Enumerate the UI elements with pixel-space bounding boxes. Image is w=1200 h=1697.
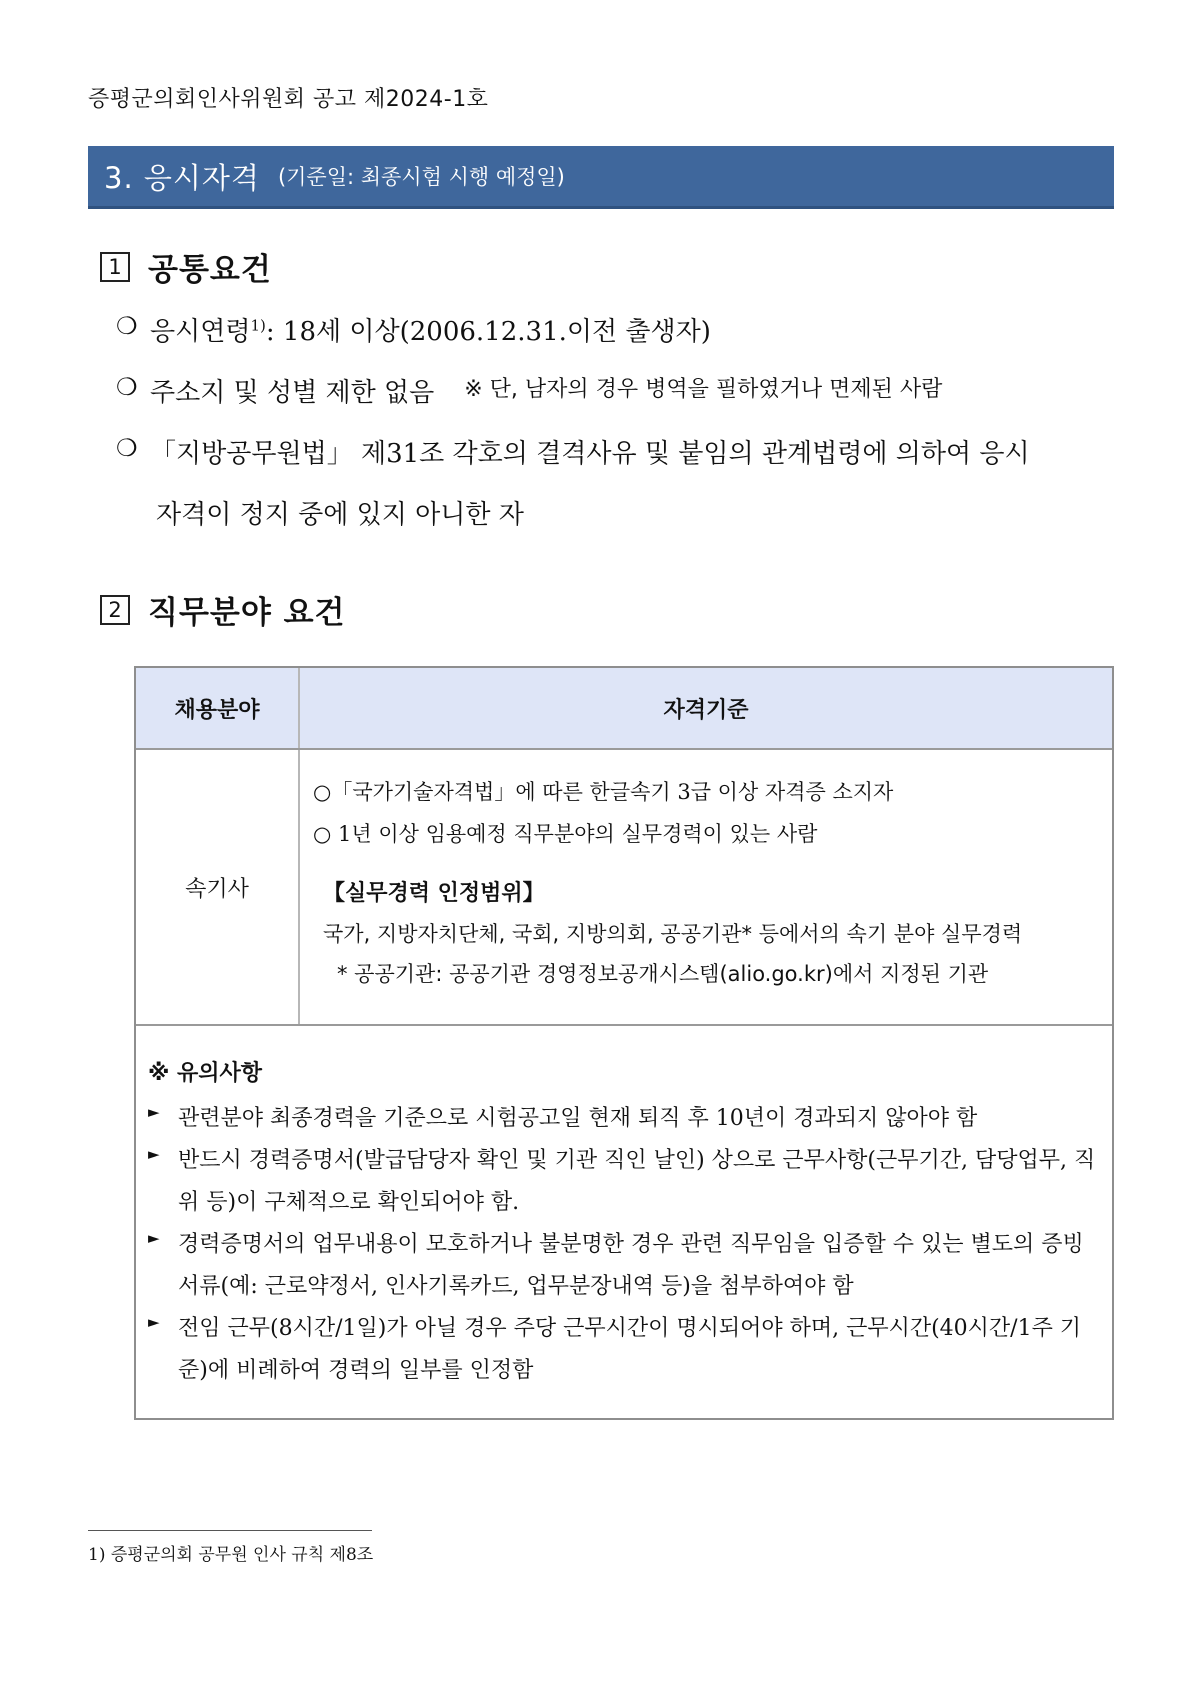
document-header: 증평군의회인사위원회 공고 제2024-1호 xyxy=(88,87,489,112)
job-requirements-heading xyxy=(100,587,345,632)
section-title: 3. 응시자격 xyxy=(104,160,260,195)
footnote: 1) 증평군의회 공무원 인사 규칙 제8조 xyxy=(88,1545,374,1565)
section-title-bar xyxy=(88,146,1114,209)
job-requirements-table xyxy=(134,666,1114,1420)
criterion-license: ○「국가기술자격법」에 따른 한글속기 3급 이상 자격증 소지자 xyxy=(313,780,894,804)
triangle-bullet-icon: ► xyxy=(148,1313,160,1331)
table-header-row xyxy=(136,668,1112,750)
triangle-bullet-icon: ► xyxy=(148,1103,160,1121)
criterion-experience: ○ 1년 이상 임용예정 직무분야의 실무경력이 있는 사람 xyxy=(313,822,818,846)
header-field: 채용분야 xyxy=(136,668,300,748)
number-box: 1 xyxy=(100,252,130,282)
circle-bullet-icon: ❍ xyxy=(116,312,138,340)
circle-bullet-icon: ❍ xyxy=(116,434,138,462)
requirement-age xyxy=(116,311,1116,348)
requirement-residence xyxy=(116,372,1116,409)
field-cell: 속기사 xyxy=(136,750,300,1024)
age-label: 응시연령 xyxy=(150,317,251,347)
common-requirements-title: 공통요건 xyxy=(148,252,272,288)
note-item: ► 경력증명서의 업무내용이 모호하거나 불분명한 경우 관련 직무임을 입증할 수 있는 별도의 증빙서류(예: 근로약정서, 인사기록카드, 업무분장내역 등)을 첨부하여야 함 xyxy=(148,1224,1112,1308)
note-item: ► 관련분야 최종경력을 기준으로 시험공고일 현재 퇴직 후 10년이 경과되지 않아야 함 xyxy=(148,1098,1112,1140)
note-item: ► 전임 근무(8시간/1일)가 아닐 경우 주당 근무시간이 명시되어야 하며, 근무시간(40시간/1주 기준)에 비례하여 경력의 일부를 인정함 xyxy=(148,1308,1112,1392)
notes-title: ※ 유의사항 xyxy=(148,1061,263,1086)
disqualification-continuation: 자격이 정지 중에 있지 아니한 자 xyxy=(156,500,524,530)
military-note: ※ 단, 남자의 경우 병역을 필하였거나 면제된 사람 xyxy=(464,377,943,402)
criteria-cell xyxy=(300,750,1112,1024)
common-requirements-heading xyxy=(100,244,272,289)
number-box: 2 xyxy=(100,595,130,625)
job-requirements-title: 직무분야 요건 xyxy=(148,595,346,631)
experience-range-text: 국가, 지방자치단체, 국회, 지방의회, 공공기관* 등에서의 속기 분야 실무경력 xyxy=(323,922,1023,946)
circle-bullet-icon: ❍ xyxy=(116,373,138,401)
section-subtitle: (기준일: 최종시험 시행 예정일) xyxy=(277,165,565,189)
triangle-bullet-icon: ► xyxy=(148,1229,160,1247)
note-item: ► 반드시 경력증명서(발급담당자 확인 및 기관 직인 날인) 상으로 근무사항(근무기간, 담당업무, 직위 등)이 구체적으로 확인되어야 함. xyxy=(148,1140,1112,1224)
requirement-disqualification xyxy=(116,433,1116,470)
experience-range-title: 【실무경력 인정범위】 xyxy=(323,881,545,906)
age-value: : 18세 이상(2006.12.31.이전 출생자) xyxy=(265,317,711,347)
footnote-mark: 1) xyxy=(250,316,266,335)
notes-section xyxy=(136,1026,1112,1418)
disqualification-text: 「지방공무원법」 제31조 각호의 결격사유 및 붙임의 관계법령에 의하여 응시 xyxy=(150,439,1030,469)
residence-text: 주소지 및 성별 제한 없음 xyxy=(150,378,435,408)
table-row xyxy=(136,750,1112,1026)
footnote-divider xyxy=(88,1530,372,1531)
triangle-bullet-icon: ► xyxy=(148,1145,160,1163)
header-criteria: 자격기준 xyxy=(663,697,749,723)
public-institution-note: * 공공기관: 공공기관 경영정보공개시스템(alio.go.kr)에서 지정된 기관 xyxy=(337,962,989,986)
